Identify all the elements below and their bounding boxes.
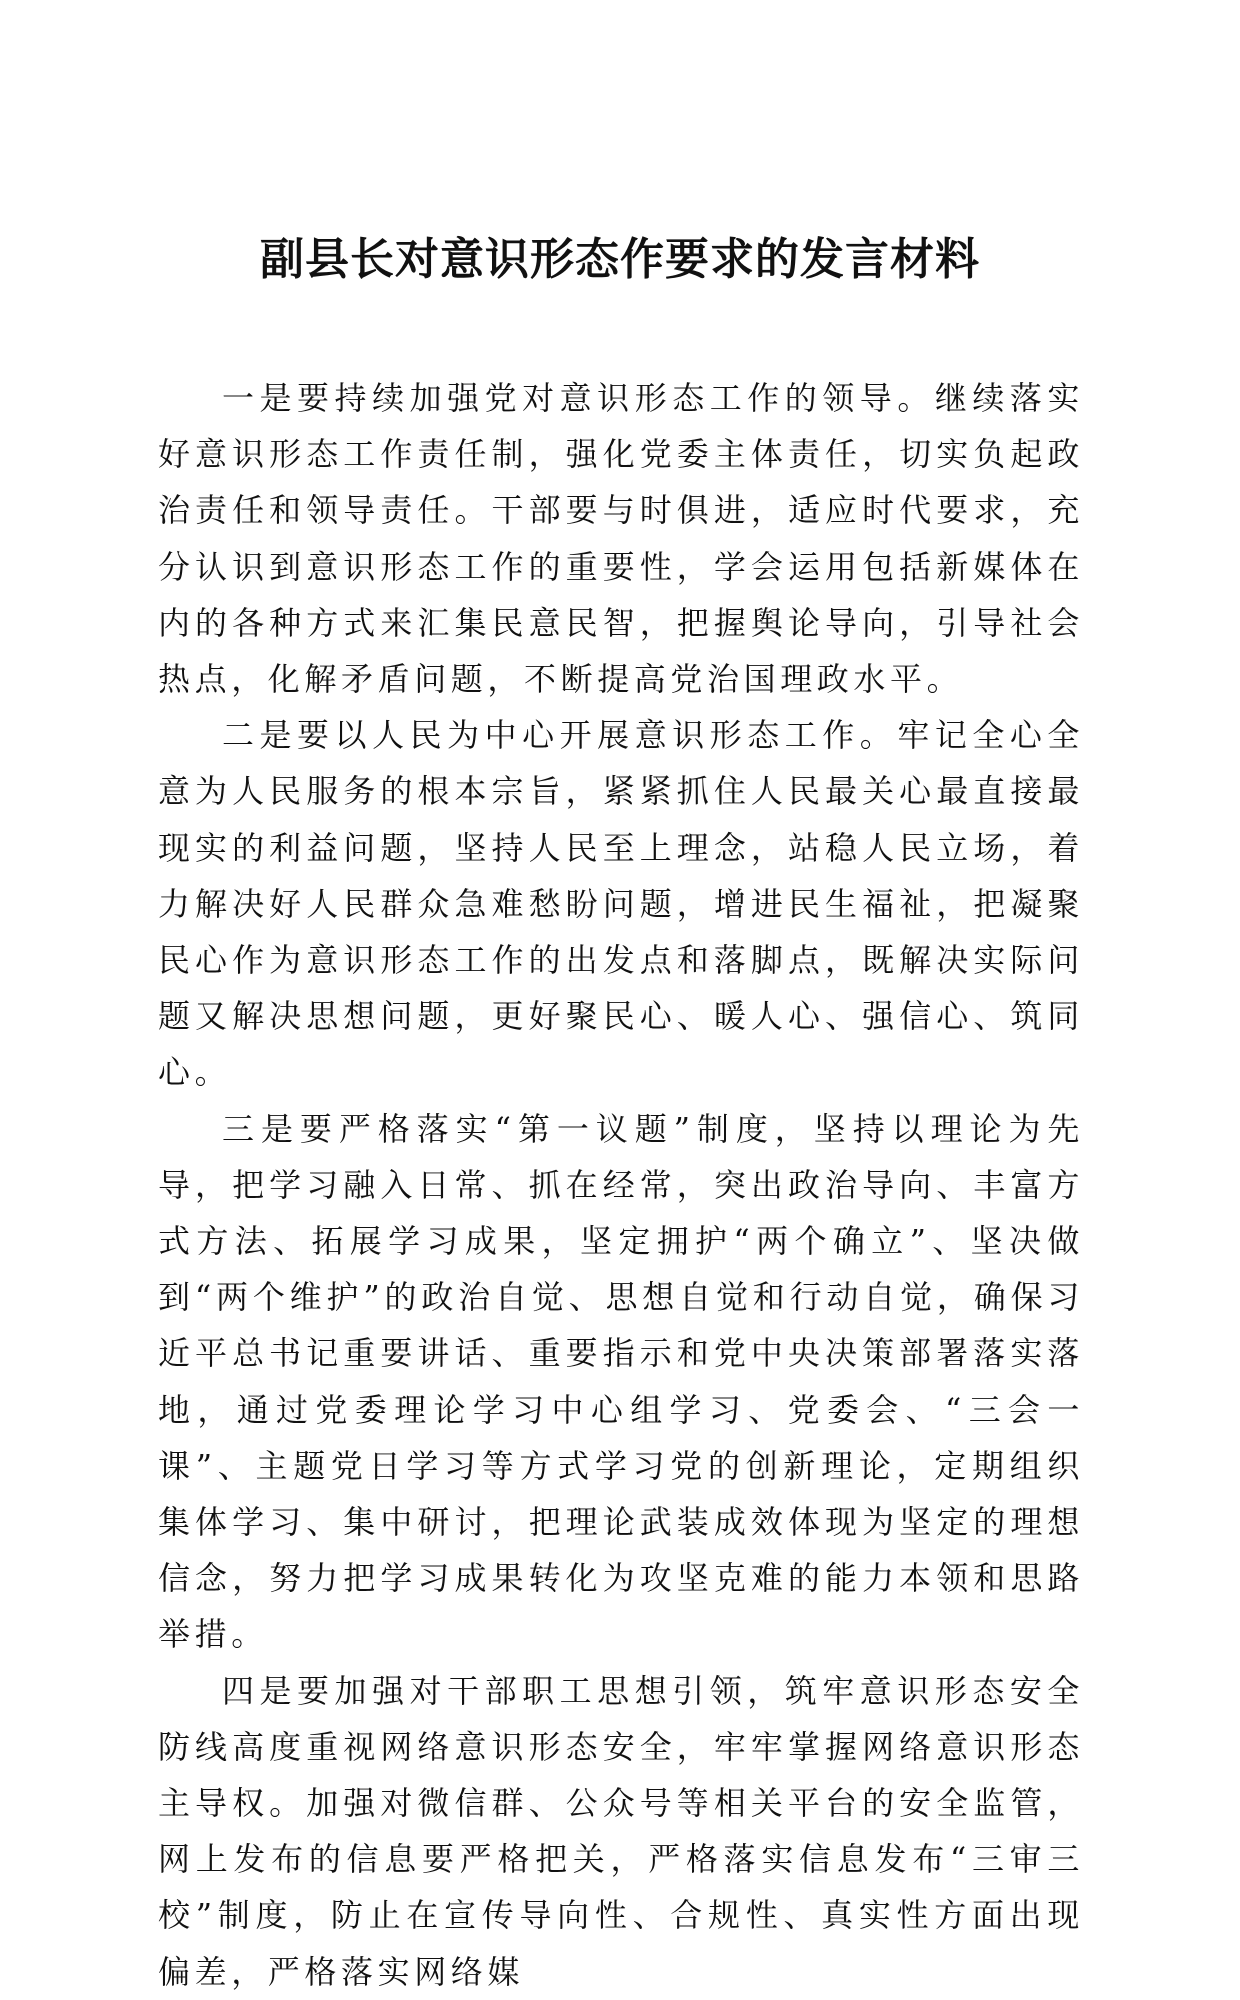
paragraph: 一是要持续加强党对意识形态工作的领导。继续落实好意识形态工作责任制，强化党委主体责任，切实负起政治责任和领导责任。干部要与时俱进，适应时代要求，充分认识到意识形态工作的重要性，学会运用包括新媒体在内的各种方式来汇集民意民智，把握舆论导向，引导社会热点，化解矛盾问题，不断提高党治国理政水平。: [158, 379, 1084, 699]
paragraph: 四是要加强对干部职工思想引领，筑牢意识形态安全防线高度重视网络意识形态安全，牢牢掌握网络意识形态主导权。加强对微信群、公众号等相关平台的安全监管，网上发布的信息要严格把关，严格落实信息发布“三审三校”制度，防止在宣传导向性、合规性、真实性方面出现偏差，严格落实网络媒: [158, 1671, 1084, 1991]
paragraph: 三是要严格落实“第一议题”制度，坚持以理论为先导，把学习融入日常、抓在经常，突出政治导向、丰富方式方法、拓展学习成果，坚定拥护“两个确立”、坚决做到“两个维护”的政治自觉、思想自觉和行动自觉，确保习近平总书记重要讲话、重要指示和党中央决策部署落实落地，通过党委理论学习中心组学习、党委会、“三会一课”、主题党日学习等方式学习党的创新理论，定期组织集体学习、集中研讨，把理论武装成效体现为坚定的理想信念，努力把学习成果转化为攻坚克难的能力本领和思路举措。: [158, 1109, 1084, 1654]
paragraph: 二是要以人民为中心开展意识形态工作。牢记全心全意为人民服务的根本宗旨，紧紧抓住人民最关心最直接最现实的利益问题，坚持人民至上理念，站稳人民立场，着力解决好人民群众急难愁盼问题，增进民生福祉，把凝聚民心作为意识形态工作的出发点和落脚点，既解决实际问题又解决思想问题，更好聚民心、暖人心、强信心、筑同心。: [158, 716, 1084, 1092]
document-title: 副县长对意识形态作要求的发言材料: [260, 234, 980, 285]
document-body: [158, 370, 1084, 2000]
